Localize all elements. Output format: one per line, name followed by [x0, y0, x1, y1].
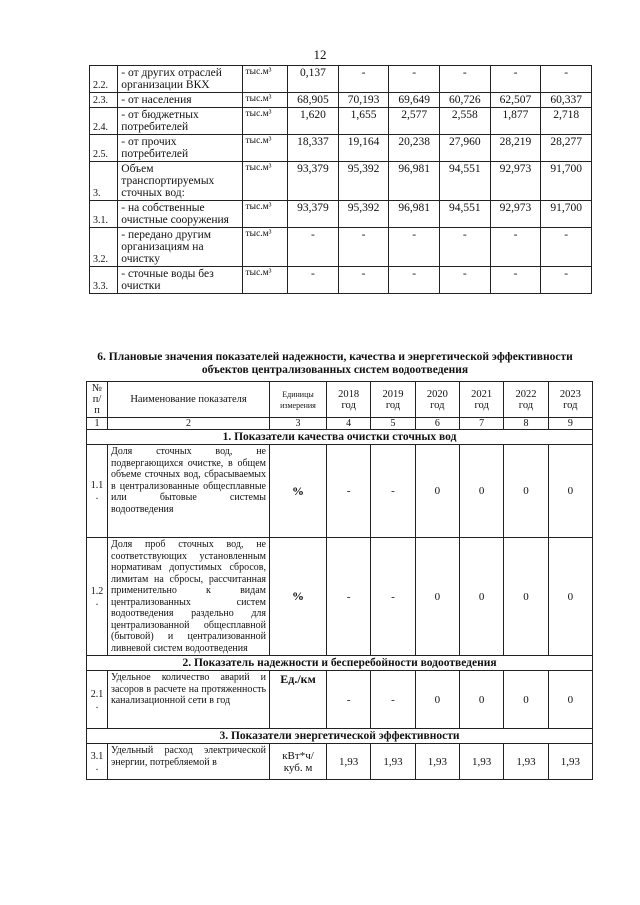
row-description: Удельное количество аварий и засоров в расчете на протяженность канализационной сети в год — [108, 671, 270, 729]
row-value: 1,877 — [490, 108, 541, 135]
row-unit: тыс.м³ — [242, 267, 288, 294]
row-value: 1,93 — [459, 744, 503, 780]
row-value: 2,577 — [389, 108, 440, 135]
row-value: 94,551 — [440, 201, 491, 228]
table-row — [90, 267, 592, 294]
row-unit: кВт*ч/куб. м — [270, 744, 327, 780]
table-row — [90, 201, 592, 228]
row-name: - на собственные очистные сооружения — [118, 201, 242, 228]
table-row — [87, 538, 593, 656]
row-value: 92,973 — [490, 162, 541, 201]
row-number: 2.4. — [90, 108, 118, 135]
row-value: 60,337 — [541, 93, 592, 108]
table-row — [90, 108, 592, 135]
row-number: 3.3. — [90, 267, 118, 294]
row-value: - — [327, 445, 371, 538]
row-value: 91,700 — [541, 162, 592, 201]
row-value: 0,137 — [288, 66, 339, 93]
row-value: - — [288, 267, 339, 294]
row-value: 1,93 — [504, 744, 548, 780]
row-unit: Ед./км — [270, 671, 327, 729]
row-value: - — [541, 267, 592, 294]
header-year: 2018 год — [327, 382, 371, 418]
row-value: 93,379 — [288, 201, 339, 228]
row-index: 1.1 . — [87, 445, 108, 538]
row-name: - от населения — [118, 93, 242, 108]
row-value: 0 — [459, 671, 503, 729]
column-number: 1 — [87, 418, 108, 430]
table-row — [90, 135, 592, 162]
header-unit: Единицы измерения — [270, 382, 327, 418]
row-value: - — [440, 228, 491, 267]
group-row — [87, 430, 593, 445]
indicators-table — [86, 381, 593, 780]
row-name: - от других отраслей организации ВКХ — [118, 66, 242, 93]
row-value: 70,193 — [338, 93, 389, 108]
row-value: 1,655 — [338, 108, 389, 135]
row-value: - — [371, 671, 415, 729]
row-index: 3.1 . — [87, 744, 108, 780]
section-6-title: 6. Плановые значения показателей надежности, качества и энергетической эффективности объектов централизованных систем водоотведения — [97, 351, 573, 376]
row-value: 18,337 — [288, 135, 339, 162]
table-row — [90, 93, 592, 108]
row-value: 60,726 — [440, 93, 491, 108]
header-row — [87, 382, 593, 418]
row-unit: тыс.м³ — [242, 66, 288, 93]
row-number: 2.5. — [90, 135, 118, 162]
row-value: 96,981 — [389, 162, 440, 201]
row-value: 1,620 — [288, 108, 339, 135]
row-number: 2.2. — [90, 66, 118, 93]
column-number: 8 — [504, 418, 548, 430]
row-value: - — [288, 228, 339, 267]
row-value: - — [490, 66, 541, 93]
row-value: 0 — [415, 538, 459, 656]
row-value: 1,93 — [371, 744, 415, 780]
row-value: - — [389, 66, 440, 93]
row-value: 95,392 — [338, 162, 389, 201]
column-number: 6 — [415, 418, 459, 430]
row-value: - — [490, 228, 541, 267]
row-value: - — [541, 228, 592, 267]
row-name: - сточные воды без очистки — [118, 267, 242, 294]
column-number: 9 — [548, 418, 592, 430]
row-unit: тыс.м³ — [242, 108, 288, 135]
header-year: 2020 год — [415, 382, 459, 418]
row-value: 0 — [548, 671, 592, 729]
row-value: 68,905 — [288, 93, 339, 108]
row-unit: тыс.м³ — [242, 201, 288, 228]
row-unit: тыс.м³ — [242, 162, 288, 201]
table-row — [90, 162, 592, 201]
row-name: - передано другим организациям на очистку — [118, 228, 242, 267]
row-name: - от бюджетных потребителей — [118, 108, 242, 135]
row-number: 3. — [90, 162, 118, 201]
row-value: 96,981 — [389, 201, 440, 228]
row-number: 3.1. — [90, 201, 118, 228]
table-row — [90, 66, 592, 93]
header-year: 2021 год — [459, 382, 503, 418]
group-title-quality: 1. Показатели качества очистки сточных вод — [87, 430, 593, 445]
row-value: - — [541, 66, 592, 93]
header-num: № п/п — [87, 382, 108, 418]
column-number: 3 — [270, 418, 327, 430]
row-value: - — [338, 228, 389, 267]
header-year: 2019 год — [371, 382, 415, 418]
column-number: 7 — [459, 418, 503, 430]
row-name: - от прочих потребителей — [118, 135, 242, 162]
row-number: 2.3. — [90, 93, 118, 108]
row-value: 69,649 — [389, 93, 440, 108]
row-value: 28,219 — [490, 135, 541, 162]
row-value: 1,93 — [415, 744, 459, 780]
row-name: Объем транспортируемых сточных вод: — [118, 162, 242, 201]
volume-table — [89, 65, 592, 294]
table-row — [87, 445, 593, 538]
row-value: 0 — [504, 671, 548, 729]
table-row — [87, 744, 593, 780]
row-value: 0 — [415, 445, 459, 538]
row-value: 92,973 — [490, 201, 541, 228]
row-index: 2.1 . — [87, 671, 108, 729]
row-value: 19,164 — [338, 135, 389, 162]
row-description: Удельный расход электрической энергии, потребляемой в — [108, 744, 270, 780]
row-value: 20,238 — [389, 135, 440, 162]
row-value: 0 — [415, 671, 459, 729]
column-number: 2 — [108, 418, 270, 430]
column-number: 5 — [371, 418, 415, 430]
row-description: Доля проб сточных вод, не соответствующих установленным нормативам допустимых сбросов, лимитам на сбросы, рассчитанная применительно к видам централизованных систем водоотведения раздельно для централизованной общесплавной (бытовой) и централизованной ливневой систем водоотведения — [108, 538, 270, 656]
row-value: 95,392 — [338, 201, 389, 228]
row-value: - — [440, 267, 491, 294]
group-row — [87, 729, 593, 744]
row-index: 1.2 . — [87, 538, 108, 656]
row-value: - — [371, 445, 415, 538]
group-row — [87, 656, 593, 671]
row-value: 0 — [459, 445, 503, 538]
row-number: 3.2. — [90, 228, 118, 267]
header-year: 2023 год — [548, 382, 592, 418]
column-number: 4 — [327, 418, 371, 430]
table-row — [87, 671, 593, 729]
row-value: 1,93 — [327, 744, 371, 780]
row-value: - — [389, 267, 440, 294]
row-unit: тыс.м³ — [242, 93, 288, 108]
row-value: - — [327, 671, 371, 729]
header-year: 2022 год — [504, 382, 548, 418]
row-value: 0 — [548, 538, 592, 656]
row-value: 27,960 — [440, 135, 491, 162]
row-value: 0 — [504, 445, 548, 538]
page-number: 12 — [313, 47, 327, 62]
row-value: - — [338, 66, 389, 93]
row-value: - — [389, 228, 440, 267]
row-unit: тыс.м³ — [242, 135, 288, 162]
header-name: Наименование показателя — [108, 382, 270, 418]
row-value: 94,551 — [440, 162, 491, 201]
row-value: 91,700 — [541, 201, 592, 228]
row-value: - — [327, 538, 371, 656]
group-title-energy: 3. Показатели энергетической эффективности — [87, 729, 593, 744]
row-value: 0 — [548, 445, 592, 538]
row-value: 2,718 — [541, 108, 592, 135]
row-value: 1,93 — [548, 744, 592, 780]
row-value: 2,558 — [440, 108, 491, 135]
group-title-reliability: 2. Показатель надежности и бесперебойности водоотведения — [87, 656, 593, 671]
row-value: - — [371, 538, 415, 656]
row-value: - — [490, 267, 541, 294]
table-row — [90, 228, 592, 267]
row-value: - — [338, 267, 389, 294]
row-unit: % — [270, 445, 327, 538]
row-unit: % — [270, 538, 327, 656]
row-unit: тыс.м³ — [242, 228, 288, 267]
row-value: 0 — [459, 538, 503, 656]
row-value: - — [440, 66, 491, 93]
row-value: 0 — [504, 538, 548, 656]
row-value: 93,379 — [288, 162, 339, 201]
row-value: 28,277 — [541, 135, 592, 162]
row-value: 62,507 — [490, 93, 541, 108]
column-number-row — [87, 418, 593, 430]
row-description: Доля сточных вод, не подвергающихся очистке, в общем объеме сточных вод, сбрасываемых в централизованные общесплавные или бытовые системы водоотведения — [108, 445, 270, 538]
